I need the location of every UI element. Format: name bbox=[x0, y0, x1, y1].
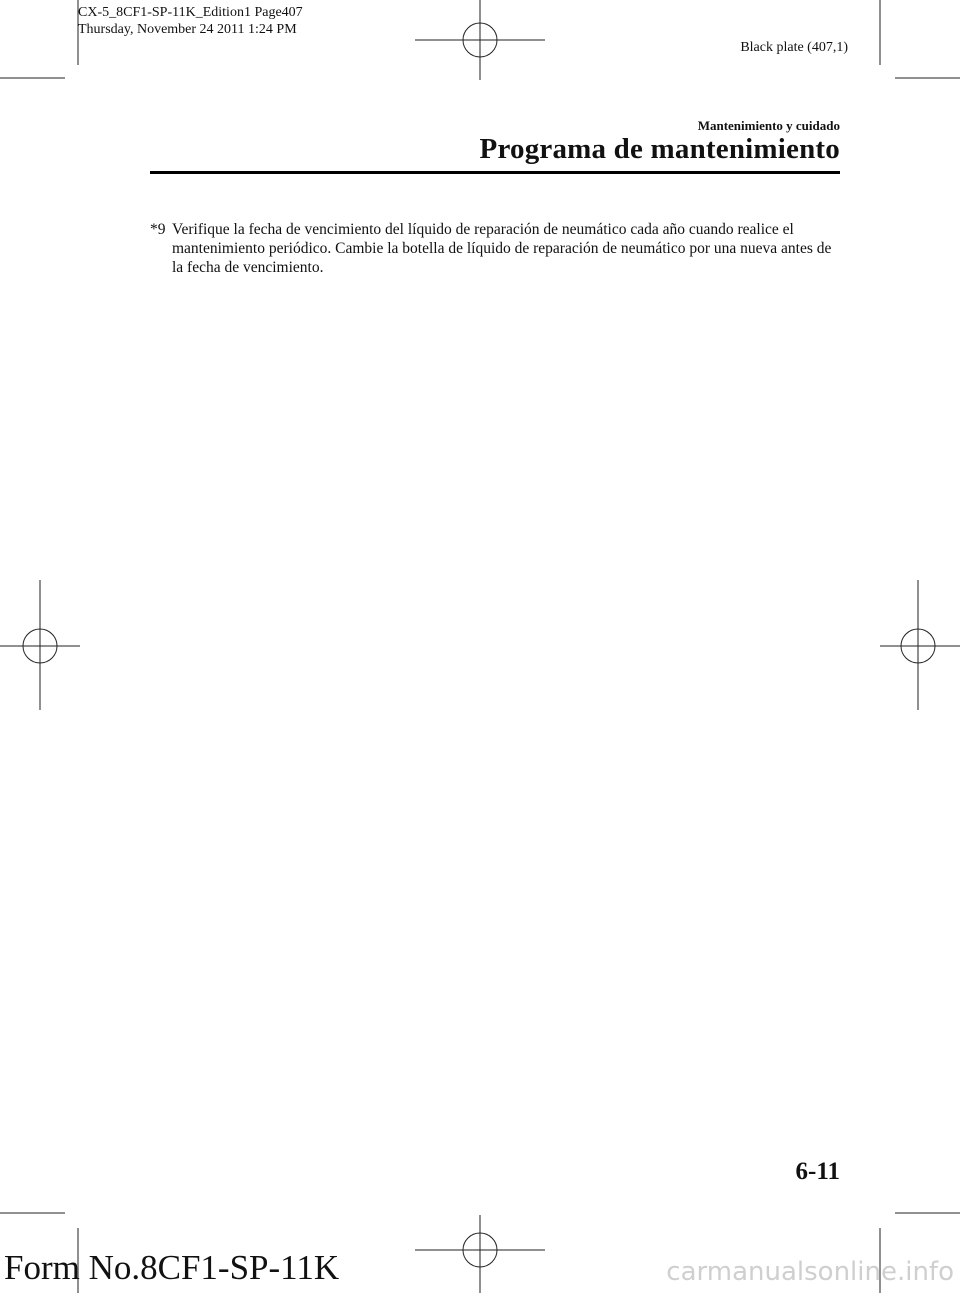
footnote-mark: *9 bbox=[150, 221, 166, 238]
footnote bbox=[150, 220, 840, 277]
registration-target-right bbox=[880, 580, 960, 710]
plate-label: Black plate (407,1) bbox=[740, 40, 848, 55]
page-number: 6-11 bbox=[795, 1158, 840, 1185]
title-rule bbox=[150, 171, 840, 174]
footnote-text: Verifique la fecha de vencimiento del líquido de reparación de neumático cada año cuando realice el mantenimiento periódico. Cambie la botella de líquido de reparación de neumático por una nueva antes de la fecha de vencimiento. bbox=[172, 221, 832, 276]
page-title: Programa de mantenimiento bbox=[479, 133, 840, 165]
print-info bbox=[78, 4, 303, 38]
registration-target-top bbox=[415, 0, 545, 80]
watermark: carmanualsonline.info bbox=[666, 1257, 954, 1287]
print-info-line-1: CX-5_8CF1-SP-11K_Edition1 Page407 bbox=[78, 5, 303, 20]
print-info-line-2: Thursday, November 24 2011 1:24 PM bbox=[78, 22, 297, 37]
section-label: Mantenimiento y cuidado bbox=[697, 118, 840, 133]
registration-target-bottom bbox=[415, 1215, 545, 1293]
form-number: Form No.8CF1-SP-11K bbox=[4, 1248, 340, 1287]
registration-target-left bbox=[0, 580, 80, 710]
